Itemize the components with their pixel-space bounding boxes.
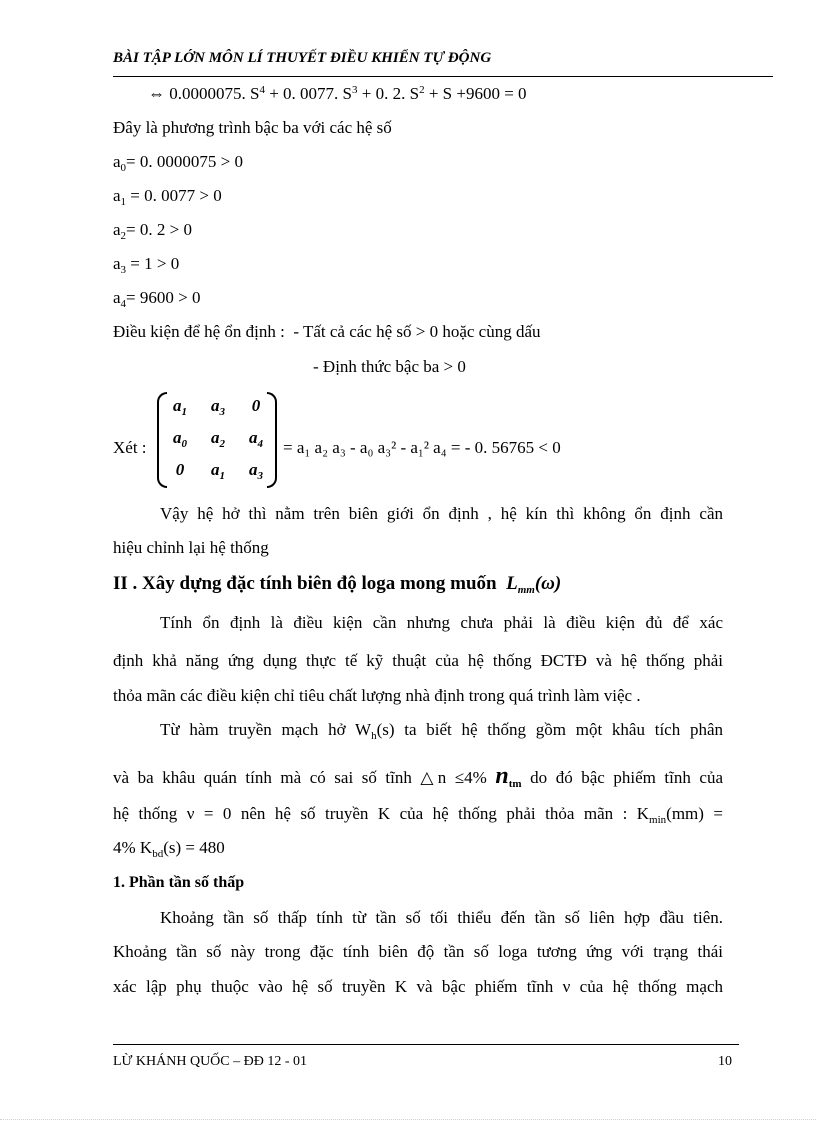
- matrix-cell: $a_0$: [173, 428, 187, 450]
- para3-line-3: xác lập phụ thuộc vào hệ số truyền K và bậc phiếm tĩnh ν của hệ thống mạch: [113, 977, 723, 996]
- determinant-result: = a₁ a₂ a₃ - a₀ a₃² - a₁² a₄ = - 0. 56765 < 0: [283, 438, 561, 457]
- hurwitz-matrix: [157, 392, 277, 488]
- conclusion-line-1: Vậy hệ hở thì nằm trên biên giới ổn định , hệ kín thì không ổn định cần: [160, 504, 723, 523]
- characteristic-equation: ⇔ 0.0000075. $S^4 + 0$. 0077. $S^3 + 0$. 2. $S^2 + S +9600 = 0$: [148, 84, 527, 103]
- matrix-cell: $a_3$: [211, 396, 225, 418]
- page-edge: [0, 1119, 816, 1120]
- subsection-1-heading: 1. Phần tần số thấp: [113, 874, 245, 891]
- coef-a2: $a_2= 0$. 2 > 0: [113, 220, 192, 242]
- matrix-cell: 0: [175, 460, 185, 479]
- footer-page-number: 10: [718, 1054, 732, 1069]
- determinant-label: Xét :: [113, 438, 147, 457]
- coef-a4: $a_4= 9600 > 0$: [113, 288, 201, 310]
- para1-line-2: định khả năng ứng dụng thực tế kỹ thuật của hệ thống ĐCTĐ và hệ thống phải: [113, 651, 723, 670]
- matrix-cell: $a_3$: [249, 460, 263, 482]
- stability-condition: Điều kiện để hệ ổn định : - Tất cả các hệ số > 0 hoặc cùng dấu: [113, 322, 541, 341]
- matrix-cell: $a_1$: [173, 396, 187, 418]
- coef-a1: $a_1 = 0$. 0077 > 0: [113, 186, 222, 208]
- para3-line-2: Khoảng tần số này trong đặc tính biên độ tần số loga tương ứng với trạng thái: [113, 942, 723, 961]
- coef-a0: $a_0= 0$. 0000075 > 0: [113, 152, 243, 174]
- para2-line-4: 4% $K_{bd}(s) = 480$: [113, 838, 225, 860]
- para2-line-1: Từ hàm truyền mạch hở $W_h(s)$ ta biết hệ thống gồm một khâu tích phân: [160, 720, 724, 742]
- header-title: BÀI TẬP LỚN MÔN LÍ THUYẾT ĐIỀU KHIỂN TỰ ĐỘNG: [113, 50, 492, 66]
- para1-line-3: thỏa mãn các điều kiện chỉ tiêu chất lượng nhà định trong quá trình làm việc .: [113, 686, 641, 705]
- intro-text: Đây là phương trình bậc ba với các hệ số: [113, 118, 392, 137]
- stability-condition-2: - Định thức bậc ba > 0: [313, 357, 466, 376]
- para2-line-3: hệ thống ν = 0 nên hệ số truyền K của hệ thống phải thỏa mãn : $K_{min}(mm)$ =: [113, 804, 723, 826]
- para2-line-2: và ba khâu quán tính mà có sai số tĩnh △n ≤4% $n_{tm}$ do đó bậc phiếm tĩnh của: [113, 763, 724, 790]
- para1-line-1: Tính ổn định là điều kiện cần nhưng chưa phải là điều kiện đủ để xác: [160, 613, 723, 632]
- matrix-cell: $a_4$: [249, 428, 263, 450]
- footer-author: LỪ KHÁNH QUỐC – ĐĐ 12 - 01: [113, 1054, 308, 1069]
- conclusion-line-2: hiệu chỉnh lại hệ thống: [113, 538, 269, 557]
- header-rule: [113, 76, 773, 77]
- coef-a3: $a_3 = 1 > 0$: [113, 254, 180, 276]
- para3-line-1: Khoảng tần số thấp tính từ tần số tối thiểu đến tần số liên hợp đầu tiên.: [160, 908, 723, 927]
- section-2-heading: II . Xây dựng đặc tính biên độ loga mong muốn $L_{mm}(\omega)$: [113, 573, 562, 596]
- footer-rule: [113, 1044, 739, 1045]
- lmm-symbol: $L_{mm}(\omega)$: [506, 573, 562, 596]
- matrix-cell: $a_2$: [211, 428, 225, 450]
- matrix-cell: $a_1$: [211, 460, 225, 482]
- matrix-cell: 0: [251, 396, 261, 415]
